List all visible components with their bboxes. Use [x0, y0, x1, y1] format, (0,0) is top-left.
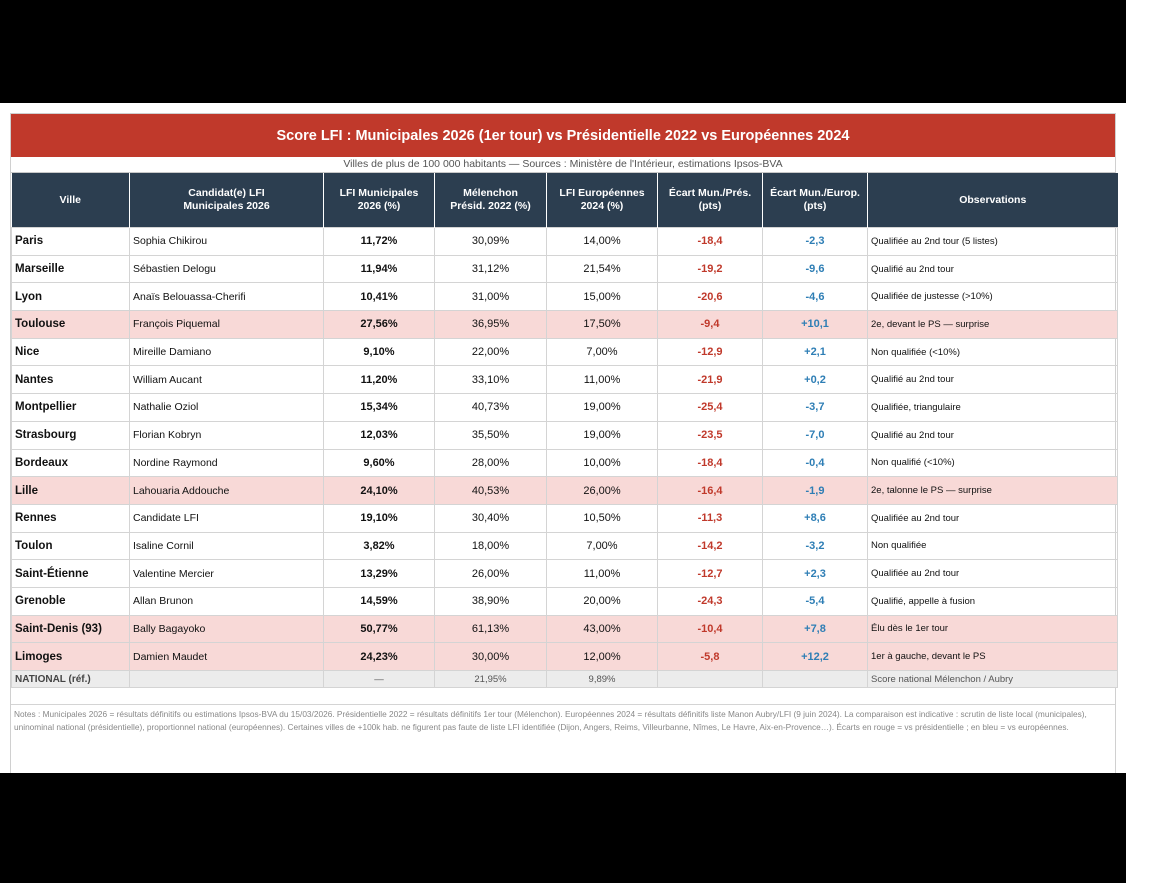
cell-ecart-pres-national — [658, 671, 763, 688]
cell-pres: 26,00% — [435, 560, 547, 588]
header-observations: Observations — [868, 173, 1118, 228]
header-ecart-euro: Écart Mun./Europ. (pts) — [763, 173, 868, 228]
cell-candidat: Nathalie Oziol — [130, 394, 324, 422]
cell-observations: Qualifié au 2nd tour — [868, 421, 1118, 449]
cell-candidat: Bally Bagayoko — [130, 615, 324, 643]
cell-ecart-pres: -24,3 — [658, 587, 763, 615]
results-table-document — [10, 113, 1116, 773]
cell-ecart-pres: -5,8 — [658, 643, 763, 671]
cell-observations: Non qualifiée (<10%) — [868, 338, 1118, 366]
table-row — [12, 587, 1118, 615]
table-row — [12, 643, 1118, 671]
cell-ecart-pres: -25,4 — [658, 394, 763, 422]
cell-pres: 30,09% — [435, 228, 547, 256]
cell-euro: 20,00% — [547, 587, 658, 615]
cell-ecart-euro: -1,9 — [763, 477, 868, 505]
cell-euro: 7,00% — [547, 338, 658, 366]
cell-ecart-euro: -0,4 — [763, 449, 868, 477]
cell-ville: Saint-Denis (93) — [12, 615, 130, 643]
cell-pres: 40,53% — [435, 477, 547, 505]
header-ecart-pres: Écart Mun./Prés. (pts) — [658, 173, 763, 228]
cell-observations: Non qualifié (<10%) — [868, 449, 1118, 477]
cell-candidat: Mireille Damiano — [130, 338, 324, 366]
cell-ecart-pres: -20,6 — [658, 283, 763, 311]
table-row — [12, 477, 1118, 505]
cell-pres: 30,40% — [435, 504, 547, 532]
cell-mun: 10,41% — [324, 283, 435, 311]
cell-candidat: Anaïs Belouassa-Cherifi — [130, 283, 324, 311]
cell-euro: 12,00% — [547, 643, 658, 671]
cell-observations: Non qualifiée — [868, 532, 1118, 560]
cell-ville: Paris — [12, 228, 130, 256]
cell-observations: Qualifiée de justesse (>10%) — [868, 283, 1118, 311]
results-table — [11, 173, 1118, 688]
cell-pres: 36,95% — [435, 311, 547, 339]
cell-euro: 19,00% — [547, 394, 658, 422]
document-sheet — [0, 103, 1126, 773]
cell-candidat: Sophia Chikirou — [130, 228, 324, 256]
cell-ville: Rennes — [12, 504, 130, 532]
cell-pres: 33,10% — [435, 366, 547, 394]
cell-ville: Limoges — [12, 643, 130, 671]
cell-pres: 31,12% — [435, 255, 547, 283]
cell-mun: 3,82% — [324, 532, 435, 560]
cell-euro-national: 9,89% — [547, 671, 658, 688]
cell-pres: 40,73% — [435, 394, 547, 422]
cell-observations: Qualifié, appelle à fusion — [868, 587, 1118, 615]
cell-ecart-pres: -19,2 — [658, 255, 763, 283]
cell-ville: Lille — [12, 477, 130, 505]
table-row — [12, 394, 1118, 422]
cell-candidat: Allan Brunon — [130, 587, 324, 615]
cell-ville-national: NATIONAL (réf.) — [12, 671, 130, 688]
cell-euro: 11,00% — [547, 560, 658, 588]
cell-euro: 15,00% — [547, 283, 658, 311]
cell-ecart-euro: +0,2 — [763, 366, 868, 394]
table-row — [12, 532, 1118, 560]
cell-candidat: Lahouaria Addouche — [130, 477, 324, 505]
adjacent-window-strip — [1126, 0, 1152, 883]
cell-ecart-euro: +7,8 — [763, 615, 868, 643]
cell-observations: 2e, talonne le PS — surprise — [868, 477, 1118, 505]
cell-ecart-pres: -9,4 — [658, 311, 763, 339]
cell-ville: Bordeaux — [12, 449, 130, 477]
table-row — [12, 560, 1118, 588]
cell-ecart-pres: -10,4 — [658, 615, 763, 643]
cell-mun-national: — — [324, 671, 435, 688]
cell-pres: 38,90% — [435, 587, 547, 615]
cell-ville: Nantes — [12, 366, 130, 394]
cell-observations: Élu dès le 1er tour — [868, 615, 1118, 643]
cell-observations: 2e, devant le PS — surprise — [868, 311, 1118, 339]
cell-ville: Strasbourg — [12, 421, 130, 449]
cell-euro: 17,50% — [547, 311, 658, 339]
cell-mun: 14,59% — [324, 587, 435, 615]
cell-ecart-euro: -7,0 — [763, 421, 868, 449]
cell-candidat: Isaline Cornil — [130, 532, 324, 560]
cell-ville: Lyon — [12, 283, 130, 311]
national-row — [12, 671, 1118, 688]
cell-euro: 14,00% — [547, 228, 658, 256]
cell-ecart-pres: -23,5 — [658, 421, 763, 449]
table-title: Score LFI : Municipales 2026 (1er tour) vs Présidentielle 2022 vs Européennes 2024 — [11, 114, 1115, 157]
cell-euro: 21,54% — [547, 255, 658, 283]
cell-observations: Qualifié au 2nd tour — [868, 366, 1118, 394]
cell-ecart-euro: -4,6 — [763, 283, 868, 311]
table-row — [12, 421, 1118, 449]
cell-mun: 13,29% — [324, 560, 435, 588]
cell-candidat: William Aucant — [130, 366, 324, 394]
cell-mun: 11,20% — [324, 366, 435, 394]
cell-candidat: Sébastien Delogu — [130, 255, 324, 283]
header-candidat: Candidat(e) LFI Municipales 2026 — [130, 173, 324, 228]
cell-observations-national: Score national Mélenchon / Aubry — [868, 671, 1118, 688]
cell-mun: 11,94% — [324, 255, 435, 283]
table-notes: Notes : Municipales 2026 = résultats définitifs ou estimations Ipsos-BVA du 15/03/2026. Présidentielle 2022 = résultats définitifs 1er tour (Mélenchon). Européennes 2024 = résultats définitifs liste Manon Aubry/LFI (9 juin 2024). La comparaison est indicative : scrutin de liste local (municipales), uninominal national (présidentielle), proportionnel national (européennes). Certaines villes de +100k hab. ne figurent pas faute de liste LFI identifiée (Dijon, Angers, Reims, Villeurbanne, Nîmes, Le Havre, Aix-en-Provence…). Écarts en rouge = vs présidentielle ; en bleu = vs européennes. — [14, 709, 1087, 732]
cell-euro: 7,00% — [547, 532, 658, 560]
cell-ecart-euro: +2,1 — [763, 338, 868, 366]
cell-mun: 12,03% — [324, 421, 435, 449]
cell-euro: 11,00% — [547, 366, 658, 394]
cell-ecart-euro: -3,2 — [763, 532, 868, 560]
cell-ecart-euro: +10,1 — [763, 311, 868, 339]
cell-ecart-euro: +2,3 — [763, 560, 868, 588]
table-row — [12, 504, 1118, 532]
cell-ecart-pres: -18,4 — [658, 449, 763, 477]
cell-ecart-euro: +8,6 — [763, 504, 868, 532]
cell-ecart-euro: -2,3 — [763, 228, 868, 256]
cell-pres: 22,00% — [435, 338, 547, 366]
table-row — [12, 366, 1118, 394]
cell-observations: Qualifiée, triangulaire — [868, 394, 1118, 422]
cell-ecart-euro: +12,2 — [763, 643, 868, 671]
table-header — [12, 173, 1118, 228]
cell-observations: 1er à gauche, devant le PS — [868, 643, 1118, 671]
cell-candidat: Candidate LFI — [130, 504, 324, 532]
cell-euro: 10,50% — [547, 504, 658, 532]
cell-ecart-pres: -14,2 — [658, 532, 763, 560]
cell-ecart-euro: -3,7 — [763, 394, 868, 422]
cell-ecart-pres: -12,9 — [658, 338, 763, 366]
table-row — [12, 311, 1118, 339]
table-row — [12, 228, 1118, 256]
cell-observations: Qualifié au 2nd tour — [868, 255, 1118, 283]
cell-ecart-euro: -9,6 — [763, 255, 868, 283]
header-ville: Ville — [12, 173, 130, 228]
cell-ecart-pres: -11,3 — [658, 504, 763, 532]
cell-ecart-pres: -21,9 — [658, 366, 763, 394]
cell-pres: 31,00% — [435, 283, 547, 311]
table-body — [12, 228, 1118, 688]
table-row — [12, 255, 1118, 283]
cell-euro: 10,00% — [547, 449, 658, 477]
cell-pres: 30,00% — [435, 643, 547, 671]
cell-observations: Qualifiée au 2nd tour — [868, 504, 1118, 532]
cell-pres: 18,00% — [435, 532, 547, 560]
header-mun: LFI Municipales 2026 (%) — [324, 173, 435, 228]
cell-ecart-pres: -18,4 — [658, 228, 763, 256]
cell-euro: 43,00% — [547, 615, 658, 643]
cell-ecart-euro: -5,4 — [763, 587, 868, 615]
cell-candidat: François Piquemal — [130, 311, 324, 339]
cell-ville: Nice — [12, 338, 130, 366]
cell-ecart-pres: -16,4 — [658, 477, 763, 505]
cell-ecart-euro-national — [763, 671, 868, 688]
cell-candidat: Valentine Mercier — [130, 560, 324, 588]
cell-ville: Marseille — [12, 255, 130, 283]
cell-euro: 26,00% — [547, 477, 658, 505]
cell-mun: 19,10% — [324, 504, 435, 532]
cell-observations: Qualifiée au 2nd tour (5 listes) — [868, 228, 1118, 256]
table-row — [12, 338, 1118, 366]
table-row — [12, 615, 1118, 643]
cell-candidat: Florian Kobryn — [130, 421, 324, 449]
header-euro: LFI Européennes 2024 (%) — [547, 173, 658, 228]
cell-candidat: Damien Maudet — [130, 643, 324, 671]
table-subtitle: Villes de plus de 100 000 habitants — Sources : Ministère de l'Intérieur, estimations Ipsos-BVA — [11, 157, 1115, 173]
cell-mun: 50,77% — [324, 615, 435, 643]
cell-ecart-pres: -12,7 — [658, 560, 763, 588]
cell-mun: 11,72% — [324, 228, 435, 256]
cell-ville: Saint-Étienne — [12, 560, 130, 588]
cell-ville: Montpellier — [12, 394, 130, 422]
cell-pres: 61,13% — [435, 615, 547, 643]
table-spacer — [11, 688, 1115, 705]
cell-euro: 19,00% — [547, 421, 658, 449]
cell-pres-national: 21,95% — [435, 671, 547, 688]
cell-mun: 9,10% — [324, 338, 435, 366]
cell-candidat-national — [130, 671, 324, 688]
cell-mun: 9,60% — [324, 449, 435, 477]
cell-pres: 28,00% — [435, 449, 547, 477]
cell-mun: 15,34% — [324, 394, 435, 422]
cell-candidat: Nordine Raymond — [130, 449, 324, 477]
cell-mun: 24,10% — [324, 477, 435, 505]
table-row — [12, 283, 1118, 311]
cell-ville: Grenoble — [12, 587, 130, 615]
cell-mun: 27,56% — [324, 311, 435, 339]
table-row — [12, 449, 1118, 477]
cell-ville: Toulouse — [12, 311, 130, 339]
cell-ville: Toulon — [12, 532, 130, 560]
cell-mun: 24,23% — [324, 643, 435, 671]
cell-pres: 35,50% — [435, 421, 547, 449]
header-pres: Mélenchon Présid. 2022 (%) — [435, 173, 547, 228]
cell-observations: Qualifiée au 2nd tour — [868, 560, 1118, 588]
